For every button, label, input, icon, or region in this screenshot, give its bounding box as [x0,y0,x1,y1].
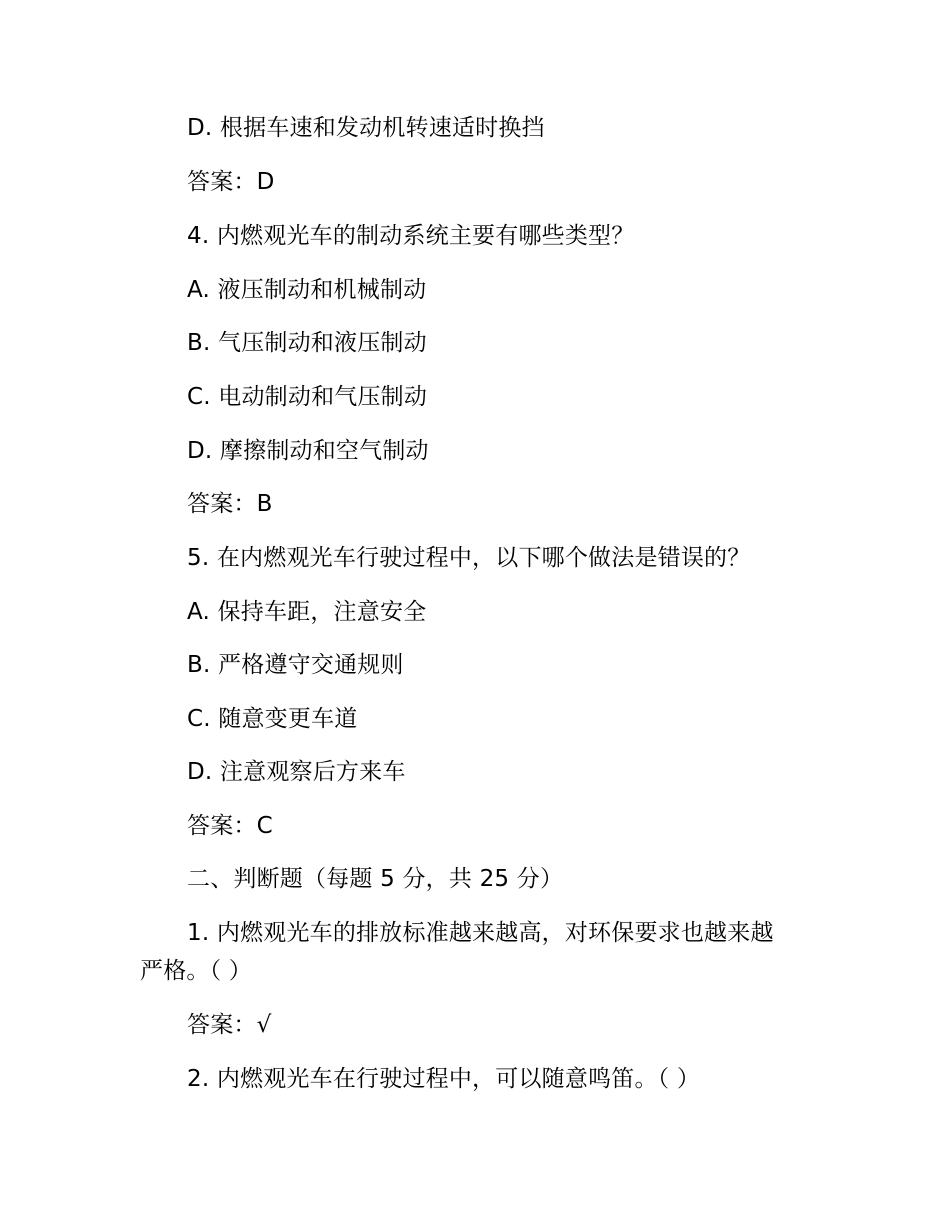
answer-q4: 答案：B [187,491,273,517]
section-heading-judgement: 二、判断题（每题 5 分，共 25 分） [187,866,564,892]
option-c-q4: C. 电动制动和气压制动 [187,384,428,410]
question-5: 5. 在内燃观光车行驶过程中，以下哪个做法是错误的？ [187,545,751,571]
answer-q5: 答案：C [187,813,273,839]
option-d-q5: D. 注意观察后方来车 [187,759,406,785]
option-d-q4: D. 摩擦制动和空气制动 [187,438,429,464]
judge-question-1-line1: 1. 内燃观光车的排放标准越来越高，对环保要求也越来越 [187,920,774,946]
option-c-q5: C. 随意变更车道 [187,706,358,732]
option-a-q5: A. 保持车距，注意安全 [187,599,427,625]
option-d-q3: D. 根据车速和发动机转速适时换挡 [187,115,545,141]
judge-question-1-line2: 严格。（ ） [140,958,253,984]
answer-judge-1: 答案：√ [187,1012,272,1038]
judge-question-2: 2. 内燃观光车在行驶过程中，可以随意鸣笛。（ ） [187,1066,701,1092]
option-b-q4: B. 气压制动和液压制动 [187,330,427,356]
question-4: 4. 内燃观光车的制动系统主要有哪些类型？ [187,223,635,249]
option-b-q5: B. 严格遵守交通规则 [187,652,404,678]
answer-q3: 答案：D [187,169,275,195]
option-a-q4: A. 液压制动和机械制动 [187,277,427,303]
